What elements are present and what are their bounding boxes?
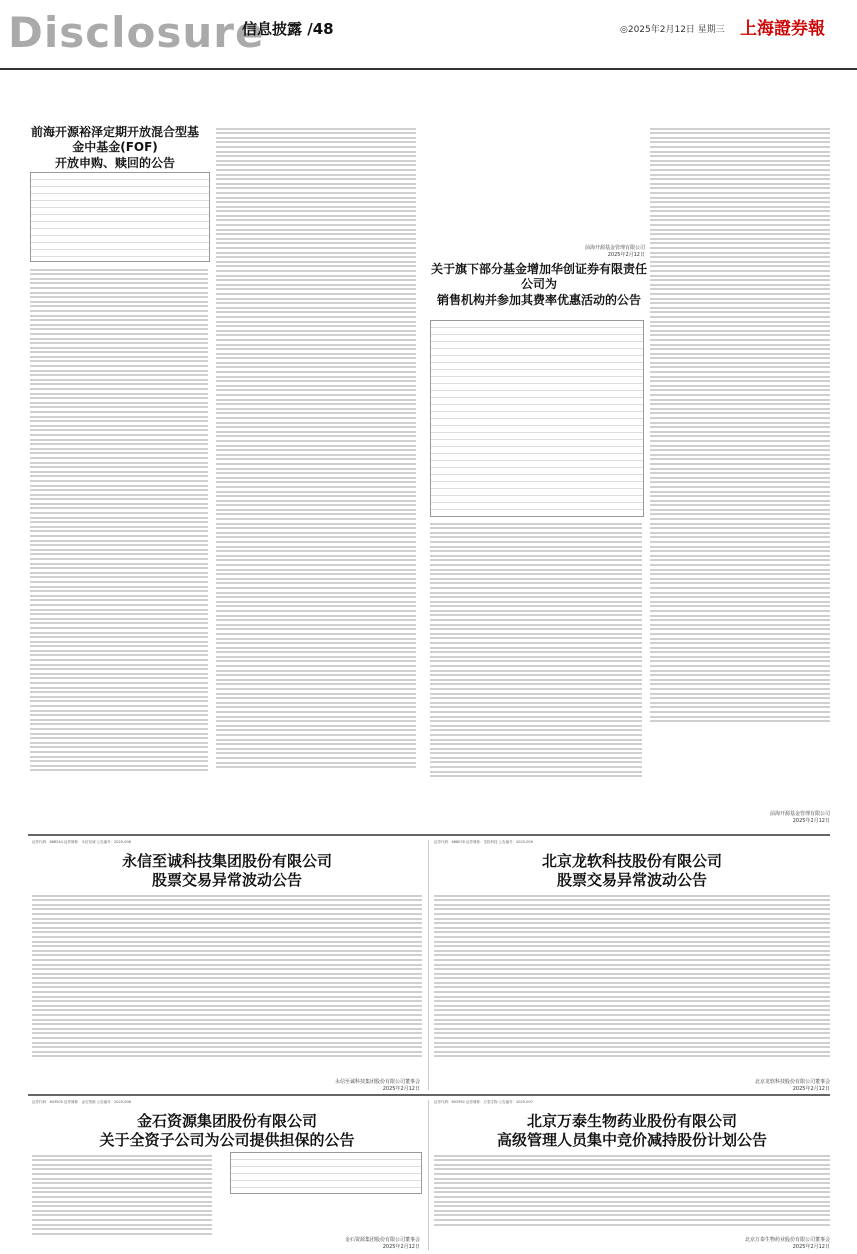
article-subtitle: 关于全资子公司为公司提供担保的公告 <box>99 1131 355 1149</box>
section-title: 信息披露 /48 <box>242 20 334 38</box>
article-longruan-body <box>434 892 830 1072</box>
article-longruan-title <box>434 852 830 889</box>
article-subtitle: 股票交易异常波动公告 <box>556 871 707 889</box>
article-subtitle: 开放申购、赎回的公告 <box>54 156 175 170</box>
signoff-text: 金石资源集团股份有限公司董事会 <box>344 1237 420 1243</box>
signoff-text: 北京龙软科技股份有限公司董事会 <box>754 1079 830 1085</box>
article-wantai-title <box>434 1112 830 1149</box>
signoff-text: 前海开源基金管理有限公司 <box>584 245 645 251</box>
column-divider <box>428 1100 429 1250</box>
yongxin-codes: 证券代码：688244 证券简称：永信至诚 公告编号：2025-008 <box>32 840 131 844</box>
masthead-rule <box>0 68 857 70</box>
qianhai-signoff <box>560 244 645 258</box>
column-divider <box>428 840 429 1090</box>
section-divider <box>28 834 830 836</box>
wantai-signoff <box>720 1236 830 1250</box>
signoff-date: 2025年2月12日 <box>792 1244 830 1250</box>
fund-list-table <box>430 320 644 517</box>
yongxin-signoff <box>310 1078 420 1092</box>
signoff-date: 2025年2月12日 <box>792 1086 830 1092</box>
article-title: 金石资源集团股份有限公司 <box>136 1112 317 1130</box>
article-jinzai-title <box>32 1112 422 1149</box>
article-title: 北京龙软科技股份有限公司 <box>541 852 722 870</box>
section-divider <box>28 1094 830 1096</box>
article-title: 关于旗下部分基金增加华创证券有限责任公司为 <box>430 262 647 291</box>
jinzai-signoff <box>310 1236 420 1250</box>
wantai-codes: 证券代码：603392 证券简称：万泰生物 公告编号：2025-007 <box>434 1100 533 1104</box>
signoff-text: 永信至诚科技集团股份有限公司董事会 <box>334 1079 420 1085</box>
article-yongxin-body <box>32 892 422 1072</box>
article-subtitle: 销售机构并参加其费率优惠活动的公告 <box>436 293 641 307</box>
article-title: 前海开源裕泽定期开放混合型基金中基金(FOF) <box>30 125 199 154</box>
article-huachuang-body-col2 <box>650 125 830 805</box>
signoff-date: 2025年2月12日 <box>382 1086 420 1092</box>
signoff-date: 2025年2月12日 <box>607 252 645 258</box>
article-wantai-body <box>434 1152 830 1234</box>
article-title: 北京万泰生物药业股份有限公司 <box>526 1112 737 1130</box>
article-title: 永信至诚科技集团股份有限公司 <box>121 852 332 870</box>
article-subtitle: 股票交易异常波动公告 <box>151 871 302 889</box>
article-qianhai-title <box>30 125 200 171</box>
fund-info-table <box>30 172 210 262</box>
masthead <box>0 0 857 72</box>
newspaper-name: 上海證券報 <box>740 19 825 39</box>
signoff-date: 2025年2月12日 <box>792 818 830 824</box>
article-yongxin-title <box>32 852 422 889</box>
article-huachuang-title <box>428 262 650 308</box>
disclosure-logo: Disclosure <box>8 8 265 57</box>
article-subtitle: 高级管理人员集中竞价减持股份计划公告 <box>496 1131 767 1149</box>
article-jinzai-body <box>32 1152 212 1242</box>
longruan-signoff <box>720 1078 830 1092</box>
article-qianhai-body-col2 <box>216 125 416 815</box>
signoff-date: 2025年2月12日 <box>382 1244 420 1250</box>
jinzai-codes: 证券代码：603505 证券简称：金石资源 公告编号：2025-006 <box>32 1100 131 1104</box>
signoff-text: 前海开源基金管理有限公司 <box>769 811 830 817</box>
longruan-codes: 证券代码：688078 证券简称：龙软科技 公告编号：2025-009 <box>434 840 533 844</box>
guarantee-table <box>230 1152 422 1194</box>
article-huachuang-body <box>430 520 642 805</box>
huachuang-signoff <box>740 810 830 824</box>
signoff-text: 北京万泰生物药业股份有限公司董事会 <box>744 1237 830 1243</box>
dateline: ◎2025年2月12日 星期三 <box>620 25 725 35</box>
article-qianhai-body-col1 <box>30 266 208 816</box>
